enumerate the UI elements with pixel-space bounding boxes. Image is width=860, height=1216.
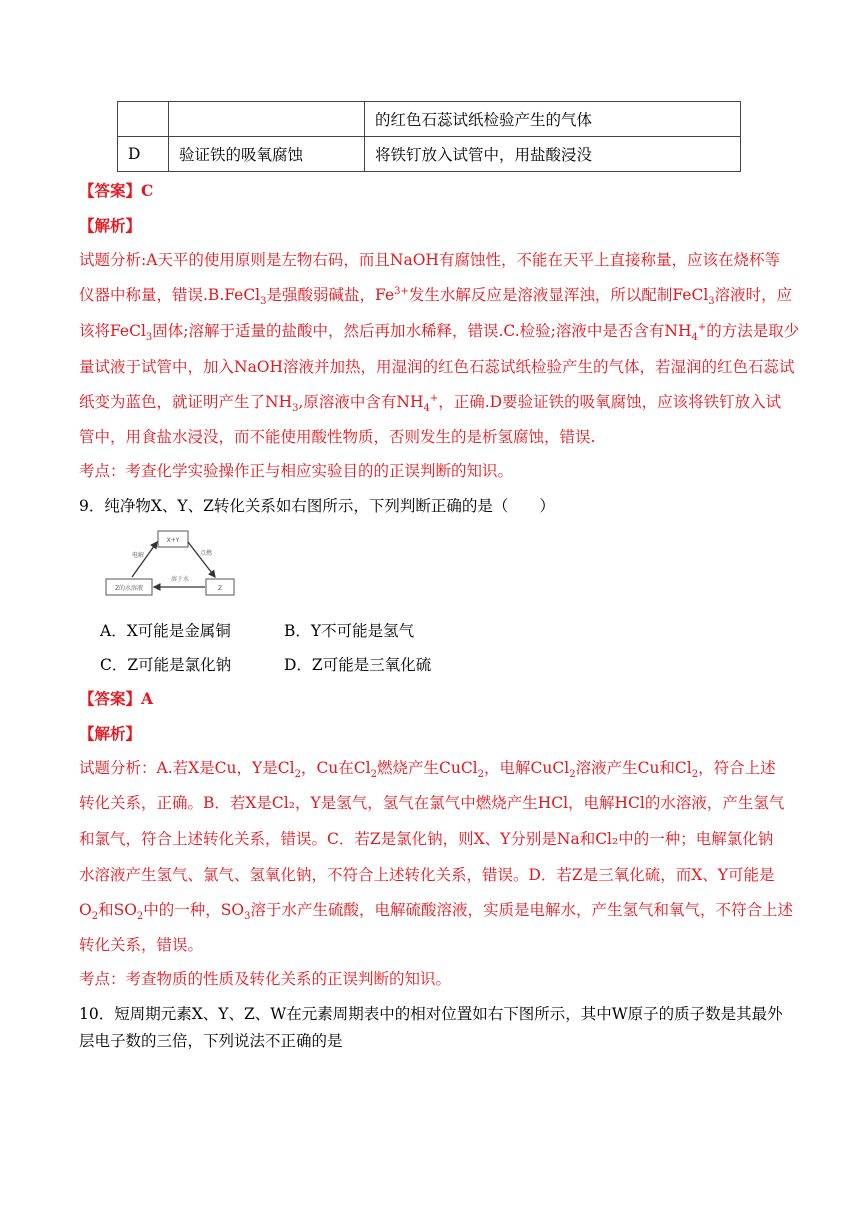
arrow-right-label: 点燃 <box>200 550 213 557</box>
box-left-label: Z的水溶液 <box>114 585 144 592</box>
text-run: 中的一种，SO <box>143 901 245 919</box>
q8-analysis-line <box>79 392 782 415</box>
subscript: 3 <box>708 296 715 308</box>
q9-analysis-line <box>79 758 776 781</box>
text-run: 固体;溶解于适量的盐酸中，然后再加水稀释，错误.C.检验;溶液中是否含有NH <box>152 322 692 340</box>
text-run: 发生水解反应是溶液显浑浊，所以配制FeCl <box>408 286 709 304</box>
subscript: 3 <box>292 403 299 415</box>
choice-d: D．Z可能是三氧化硫 <box>284 656 432 674</box>
subscript: 2 <box>294 769 301 781</box>
subscript: 3 <box>260 296 267 308</box>
text-run: 量试液于试管中，加入NaOH溶液并加热，用湿润的红色石蕊试纸检验产生的气体，若湿润的红色石蕊试 <box>79 358 795 376</box>
text-run: ,原溶液中含有NH <box>298 393 424 411</box>
table-cell-operation: 将铁钉放入试管中，用盐酸浸没 <box>365 137 741 172</box>
subscript: 2 <box>691 769 699 781</box>
table-row <box>118 137 741 172</box>
q9-answer: 【答案】A <box>79 689 154 708</box>
q9-diagram <box>100 525 240 600</box>
subscript: 2 <box>477 769 485 781</box>
q9-stem: 9．纯净物X、Y、Z转化关系如右图所示，下列判断正确的是（ ） <box>79 497 555 515</box>
q8-analysis-line <box>79 357 795 377</box>
table-row <box>118 102 741 137</box>
text-run: 管中，用食盐水浸没，而不能使用酸性物质，否则发生的是析氢腐蚀，错误. <box>79 428 596 446</box>
q8-kaodian: 考点：考查化学实验操作正与相应实验目的的正误判断的知识。 <box>79 462 514 480</box>
subscript: 2 <box>91 911 99 923</box>
arrow-bottom-label: 溶于水 <box>170 576 190 583</box>
q10-stem: 层电子数的三倍，下列说法不正确的是 <box>79 1032 343 1050</box>
q8-analysis-line <box>79 285 793 308</box>
subscript: 4 <box>691 332 698 344</box>
text-run: 是强酸弱碱盐，Fe <box>266 286 395 304</box>
box-right-label: Z <box>217 585 223 592</box>
text-run: 纸变为蓝色，就证明产生了NH <box>79 393 293 411</box>
table-cell-purpose <box>169 102 365 137</box>
arrow-left <box>132 542 157 577</box>
subscript: 3 <box>244 911 251 923</box>
q9-analysis-line: 转化关系，错误。 <box>79 936 204 954</box>
q8-analysis-line <box>79 321 800 344</box>
table-cell-letter: D <box>118 137 169 172</box>
subscript: 2 <box>370 769 377 781</box>
choice-a: A．X可能是金属铜 <box>100 622 231 640</box>
arrow-left-label: 电解 <box>132 552 145 559</box>
superscript: + <box>429 392 439 404</box>
text-run: ，电解CuCl <box>484 759 570 777</box>
text-run: 该将FeCl <box>79 322 146 340</box>
text-run: O <box>79 901 92 919</box>
subscript: 2 <box>136 911 144 923</box>
text-run: ，正确.D要验证铁的吸氧腐蚀，应该将铁钉放入试 <box>438 393 782 411</box>
choice-b: B．Y不可能是氢气 <box>284 622 415 640</box>
q10-stem: 10．短周期元素X、Y、Z、W在元素周期表中的相对位置如右下图所示，其中W原子的质子数是其最外 <box>79 1005 783 1023</box>
text-run: 溶液时，应 <box>714 286 793 304</box>
q9-analysis-line: 和氯气，符合上述转化关系，错误。C．若Z是氯化钠，则X、Y分别是Na和Cl₂中的一种；电解氯化钠 <box>79 830 774 848</box>
q8-analysis-label: 【解析】 <box>79 216 142 235</box>
text-run: 的方法是取少 <box>706 322 800 340</box>
q9-analysis-label: 【解析】 <box>79 724 142 743</box>
arrow-right <box>188 542 215 577</box>
text-run: 试题分析:A天平的使用原则是左物右码，而且NaOH有腐蚀性，不能在天平上直接称量，应该在烧杯等 <box>79 251 780 269</box>
text-run: 仪器中称量，错误.B.FeCl <box>79 286 261 304</box>
text-run: ，符合上述 <box>698 759 776 777</box>
text-run: ，Cu在Cl <box>300 759 371 777</box>
superscript: + <box>697 321 707 333</box>
choice-c: C．Z可能是氯化钠 <box>100 656 232 674</box>
table-cell-letter <box>118 102 169 137</box>
q9-analysis-line: 水溶液产生氢气、氯气、氢氧化钠，不符合上述转化关系，错误。D．若Z是三氧化硫，而X、Y可能是 <box>79 866 775 884</box>
q8-answer: 【答案】C <box>79 181 154 200</box>
q9-analysis-line <box>79 900 794 923</box>
subscript: 2 <box>569 769 576 781</box>
q8-analysis-line <box>79 427 595 447</box>
box-top-label: X+Y <box>166 537 180 544</box>
text-run: 试题分析：A.若X是Cu，Y是Cl <box>79 759 295 777</box>
q9-analysis-line: 转化关系，正确。B．若X是Cl₂，Y是氢气，氢气在氯气中燃烧产生HCl，电解HCl的水溶液，产生氢气 <box>79 794 785 812</box>
text-run: 燃烧产生CuCl <box>376 759 478 777</box>
table-cell-purpose: 验证铁的吸氧腐蚀 <box>169 137 365 172</box>
text-run: 和SO <box>98 901 137 919</box>
options-table <box>117 101 741 172</box>
subscript: 4 <box>423 403 430 415</box>
text-run: 溶液产生Cu和Cl <box>575 759 692 777</box>
q9-kaodian: 考点：考查物质的性质及转化关系的正误判断的知识。 <box>79 970 452 988</box>
text-run: 溶于水产生硫酸，电解硫酸溶液，实质是电解水，产生氢气和氧气，不符合上述 <box>250 901 794 919</box>
q8-analysis-line <box>79 250 780 270</box>
subscript: 3 <box>145 332 153 344</box>
superscript: 3+ <box>394 285 409 297</box>
table-cell-operation: 的红色石蕊试纸检验产生的气体 <box>365 102 741 137</box>
